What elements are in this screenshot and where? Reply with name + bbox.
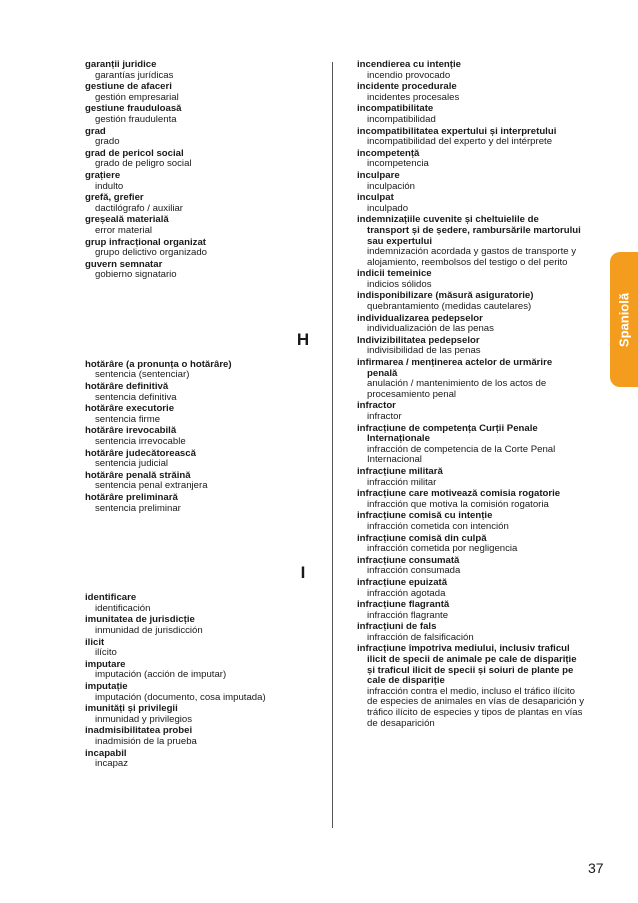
entry-term: infracțiune epuizată bbox=[357, 576, 448, 588]
entry-term-continued: ilicit de specii de animale pe cale de dispariție și traficul ilicit de specii și soiuri de plante pe cale de dispariție bbox=[367, 654, 577, 687]
entry-term: hotărâre definitivă bbox=[85, 381, 169, 393]
glossary-entry bbox=[85, 360, 310, 381]
glossary-entry bbox=[357, 291, 585, 312]
entry-translation: infracción cometida por negligencia bbox=[367, 543, 518, 555]
entry-term: hotărâre judecătorească bbox=[85, 447, 196, 459]
entry-term: incompetență bbox=[357, 147, 420, 159]
entry-translation: inmunidad de jurisdicción bbox=[95, 624, 203, 636]
entry-translation: indivisibilidad de las penas bbox=[367, 345, 481, 357]
glossary-entry bbox=[357, 269, 585, 290]
glossary-entry bbox=[85, 615, 310, 636]
entry-translation: quebrantamiento (medidas cautelares) bbox=[367, 301, 532, 313]
entry-term: incompatibilitatea expertului și interpretului bbox=[357, 125, 557, 137]
entry-translation: infracción contra el medio, incluso el tráfico ilícito de especies de animales en vías de desaparición y tráfico ilícito de especies y tipos de plantas en vías de desaparición bbox=[367, 685, 585, 729]
entry-term: infracțiune comisă din culpă bbox=[357, 532, 487, 544]
glossary-entry bbox=[85, 171, 310, 192]
glossary-entry bbox=[357, 215, 585, 268]
entry-term-continued: transport și de ședere, rambursările martorului sau expertului bbox=[367, 224, 581, 247]
glossary-entry bbox=[85, 593, 310, 614]
entry-translation: infracción militar bbox=[367, 476, 437, 488]
glossary-entry bbox=[85, 638, 310, 659]
glossary-entry bbox=[357, 149, 585, 170]
glossary-group-g bbox=[85, 60, 310, 281]
entry-term: infracțiune flagrantă bbox=[357, 599, 450, 611]
entry-translation: error material bbox=[95, 224, 153, 236]
entry-translation: sentencia preliminar bbox=[95, 502, 181, 514]
glossary-entry bbox=[357, 60, 585, 81]
entry-translation: incapaz bbox=[95, 758, 129, 770]
letter-heading-i: I bbox=[300, 563, 306, 583]
entry-term: hotărâre executorie bbox=[85, 403, 175, 415]
entry-translation: infracción agotada bbox=[367, 587, 446, 599]
entry-term: garanții juridice bbox=[85, 59, 157, 70]
entry-translation: individualización de las penas bbox=[367, 323, 494, 335]
glossary-entry bbox=[357, 467, 585, 488]
glossary-entry bbox=[357, 622, 585, 643]
entry-translation: indemnización acordada y gastos de transporte y alojamiento, reembolsos del testigo o del perito bbox=[367, 246, 577, 268]
glossary-entry bbox=[357, 171, 585, 192]
right-column bbox=[357, 60, 585, 730]
entry-term: incompatibilitate bbox=[357, 103, 434, 115]
entry-translation: infracción cometida con intención bbox=[367, 520, 509, 532]
entry-term: hotărâre penală străină bbox=[85, 469, 191, 481]
entry-translation: infracción flagrante bbox=[367, 609, 449, 621]
glossary-entry bbox=[85, 426, 310, 447]
glossary-entry bbox=[85, 449, 310, 470]
entry-term: hotărâre (a pronunța o hotărâre) bbox=[85, 358, 232, 370]
entry-translation: gobierno signatario bbox=[95, 269, 177, 281]
glossary-entry bbox=[85, 149, 310, 170]
letter-heading-h: H bbox=[296, 329, 310, 349]
entry-term-continued: penală bbox=[367, 367, 398, 379]
glossary-entry bbox=[357, 534, 585, 555]
entry-term: Indivizibilitatea pedepselor bbox=[357, 334, 480, 346]
entry-translation: grupo delictivo organizado bbox=[95, 247, 208, 259]
entry-translation: sentencia (sentenciar) bbox=[95, 369, 190, 381]
glossary-entry bbox=[357, 104, 585, 125]
entry-term: grup infracțional organizat bbox=[85, 236, 206, 248]
entry-translation: garantías jurídicas bbox=[95, 69, 174, 81]
left-column bbox=[85, 60, 310, 771]
entry-term: identificare bbox=[85, 592, 137, 604]
entry-term: hotărâre preliminară bbox=[85, 492, 178, 503]
entry-translation: sentencia irrevocable bbox=[95, 436, 186, 448]
glossary-group-i bbox=[85, 593, 310, 770]
glossary-entry bbox=[85, 382, 310, 403]
entry-term: infracțiune care motivează comisia rogatorie bbox=[357, 488, 561, 500]
entry-term: infracțiune de competența Curții Penale bbox=[357, 422, 538, 434]
entry-translation: infracción que motiva la comisión rogatoria bbox=[367, 498, 549, 510]
entry-translation: sentencia definitiva bbox=[95, 391, 177, 403]
entry-translation: incompatibilidad bbox=[367, 113, 436, 125]
glossary-entry bbox=[85, 193, 310, 214]
entry-translation: indicios sólidos bbox=[367, 278, 432, 290]
entry-term: grefă, grefier bbox=[85, 192, 144, 204]
entry-term: infracțiune comisă cu intenție bbox=[357, 510, 493, 522]
entry-term: grad bbox=[85, 125, 106, 137]
entry-term: indisponibilizare (măsură asiguratorie) bbox=[357, 290, 534, 302]
column-divider bbox=[332, 62, 333, 828]
entry-translation: imputación (documento, cosa imputada) bbox=[95, 691, 266, 703]
entry-term: indemnizațiile cuvenite și cheltuielile de bbox=[357, 214, 539, 226]
glossary-entry bbox=[357, 489, 585, 510]
entry-term: infirmarea / menținerea actelor de urmărire bbox=[357, 357, 553, 369]
entry-translation: infractor bbox=[367, 411, 402, 422]
entry-translation: gestión empresarial bbox=[95, 91, 179, 103]
page-number: 37 bbox=[588, 860, 604, 876]
glossary-entry bbox=[357, 600, 585, 621]
entry-translation: infracción de competencia de la Corte Penal Internacional bbox=[367, 443, 556, 466]
language-side-tab bbox=[610, 252, 638, 387]
glossary-entry bbox=[85, 404, 310, 425]
entry-term: imputație bbox=[85, 680, 128, 692]
glossary-entry bbox=[85, 260, 310, 281]
entry-term: incapabil bbox=[85, 747, 127, 759]
entry-translation: incompatibilidad del experto y del intérprete bbox=[367, 136, 553, 148]
entry-term: greșeală materială bbox=[85, 214, 169, 226]
entry-translation: dactilógrafo / auxiliar bbox=[95, 202, 183, 214]
glossary-entry bbox=[85, 104, 310, 125]
glossary-entry bbox=[357, 358, 585, 400]
glossary-entry bbox=[357, 644, 585, 729]
glossary-entry bbox=[85, 749, 310, 770]
entry-translation: gestión fraudulenta bbox=[95, 113, 177, 125]
glossary-entry bbox=[85, 127, 310, 148]
entry-translation: sentencia penal extranjera bbox=[95, 480, 208, 492]
entry-translation: sentencia firme bbox=[95, 413, 161, 425]
entry-term: inadmisibilitatea probei bbox=[85, 725, 193, 737]
entry-term: infractor bbox=[357, 400, 396, 412]
entry-translation: incendio provocado bbox=[367, 69, 451, 81]
entry-term: imunități și privilegii bbox=[85, 703, 178, 715]
glossary-entry bbox=[85, 660, 310, 681]
glossary-entry bbox=[357, 336, 585, 357]
glossary-entry bbox=[357, 193, 585, 214]
glossary-entry bbox=[85, 60, 310, 81]
entry-translation: identificación bbox=[95, 602, 151, 614]
entry-translation: grado bbox=[95, 136, 120, 148]
entry-translation: imputación (acción de imputar) bbox=[95, 669, 227, 681]
glossary-entry bbox=[357, 401, 585, 422]
glossary-entry bbox=[85, 471, 310, 492]
entry-term: imputare bbox=[85, 658, 126, 670]
entry-term: ilicit bbox=[85, 636, 105, 648]
glossary-entry bbox=[85, 82, 310, 103]
entry-translation: inadmisión de la prueba bbox=[95, 735, 197, 747]
glossary-entry bbox=[357, 578, 585, 599]
entry-term: individualizarea pedepselor bbox=[357, 312, 483, 324]
glossary-entry bbox=[85, 682, 310, 703]
entry-term: infracțiune militară bbox=[357, 465, 443, 477]
glossary-entry bbox=[85, 215, 310, 236]
entry-translation: inmunidad y privilegios bbox=[95, 713, 193, 725]
entry-term: indicii temeinice bbox=[357, 268, 432, 280]
glossary-entry bbox=[357, 314, 585, 335]
glossary-entry bbox=[85, 704, 310, 725]
entry-term: incendierea cu intenție bbox=[357, 59, 461, 70]
entry-term: grațiere bbox=[85, 169, 121, 181]
glossary-group-right bbox=[357, 60, 585, 729]
entry-translation: sentencia judicial bbox=[95, 458, 169, 470]
language-tab-label: Spaniolă bbox=[616, 292, 632, 347]
entry-translation: grado de peligro social bbox=[95, 158, 192, 170]
glossary-entry bbox=[85, 493, 310, 514]
entry-term: guvern semnatar bbox=[85, 258, 163, 270]
entry-translation: incompetencia bbox=[367, 158, 429, 170]
glossary-entry bbox=[357, 511, 585, 532]
entry-term: imunitatea de jurisdicție bbox=[85, 614, 195, 626]
entry-term-continued: Internaționale bbox=[367, 433, 430, 445]
entry-term: incidente procedurale bbox=[357, 81, 457, 93]
entry-term: hotărâre irevocabilă bbox=[85, 425, 177, 437]
entry-term: infracțiune consumată bbox=[357, 554, 460, 566]
entry-term: inculpare bbox=[357, 169, 400, 181]
glossary-entry bbox=[85, 726, 310, 747]
glossary-entry bbox=[85, 238, 310, 259]
glossary-group-h bbox=[85, 360, 310, 514]
glossary-entry bbox=[357, 82, 585, 103]
glossary-entry bbox=[357, 424, 585, 466]
entry-translation: anulación / mantenimiento de los actos de procesamiento penal bbox=[367, 378, 547, 400]
entry-translation: indulto bbox=[95, 180, 124, 192]
glossary-entry bbox=[357, 127, 585, 148]
entry-term: grad de pericol social bbox=[85, 147, 184, 159]
entry-term: infracțiune împotriva mediului, inclusiv traficul bbox=[357, 643, 570, 655]
entry-term: infracțiuni de fals bbox=[357, 621, 437, 633]
entry-translation: infracción de falsificación bbox=[367, 631, 474, 643]
entry-translation: infracción consumada bbox=[367, 565, 461, 577]
entry-term: gestiune de afaceri bbox=[85, 81, 172, 93]
entry-term: gestiune frauduloasă bbox=[85, 103, 182, 115]
entry-translation: inculpado bbox=[367, 202, 409, 214]
entry-translation: ilícito bbox=[95, 647, 117, 659]
entry-translation: incidentes procesales bbox=[367, 91, 460, 103]
entry-translation: inculpación bbox=[367, 180, 416, 192]
glossary-entry bbox=[357, 556, 585, 577]
entry-term: inculpat bbox=[357, 192, 394, 204]
